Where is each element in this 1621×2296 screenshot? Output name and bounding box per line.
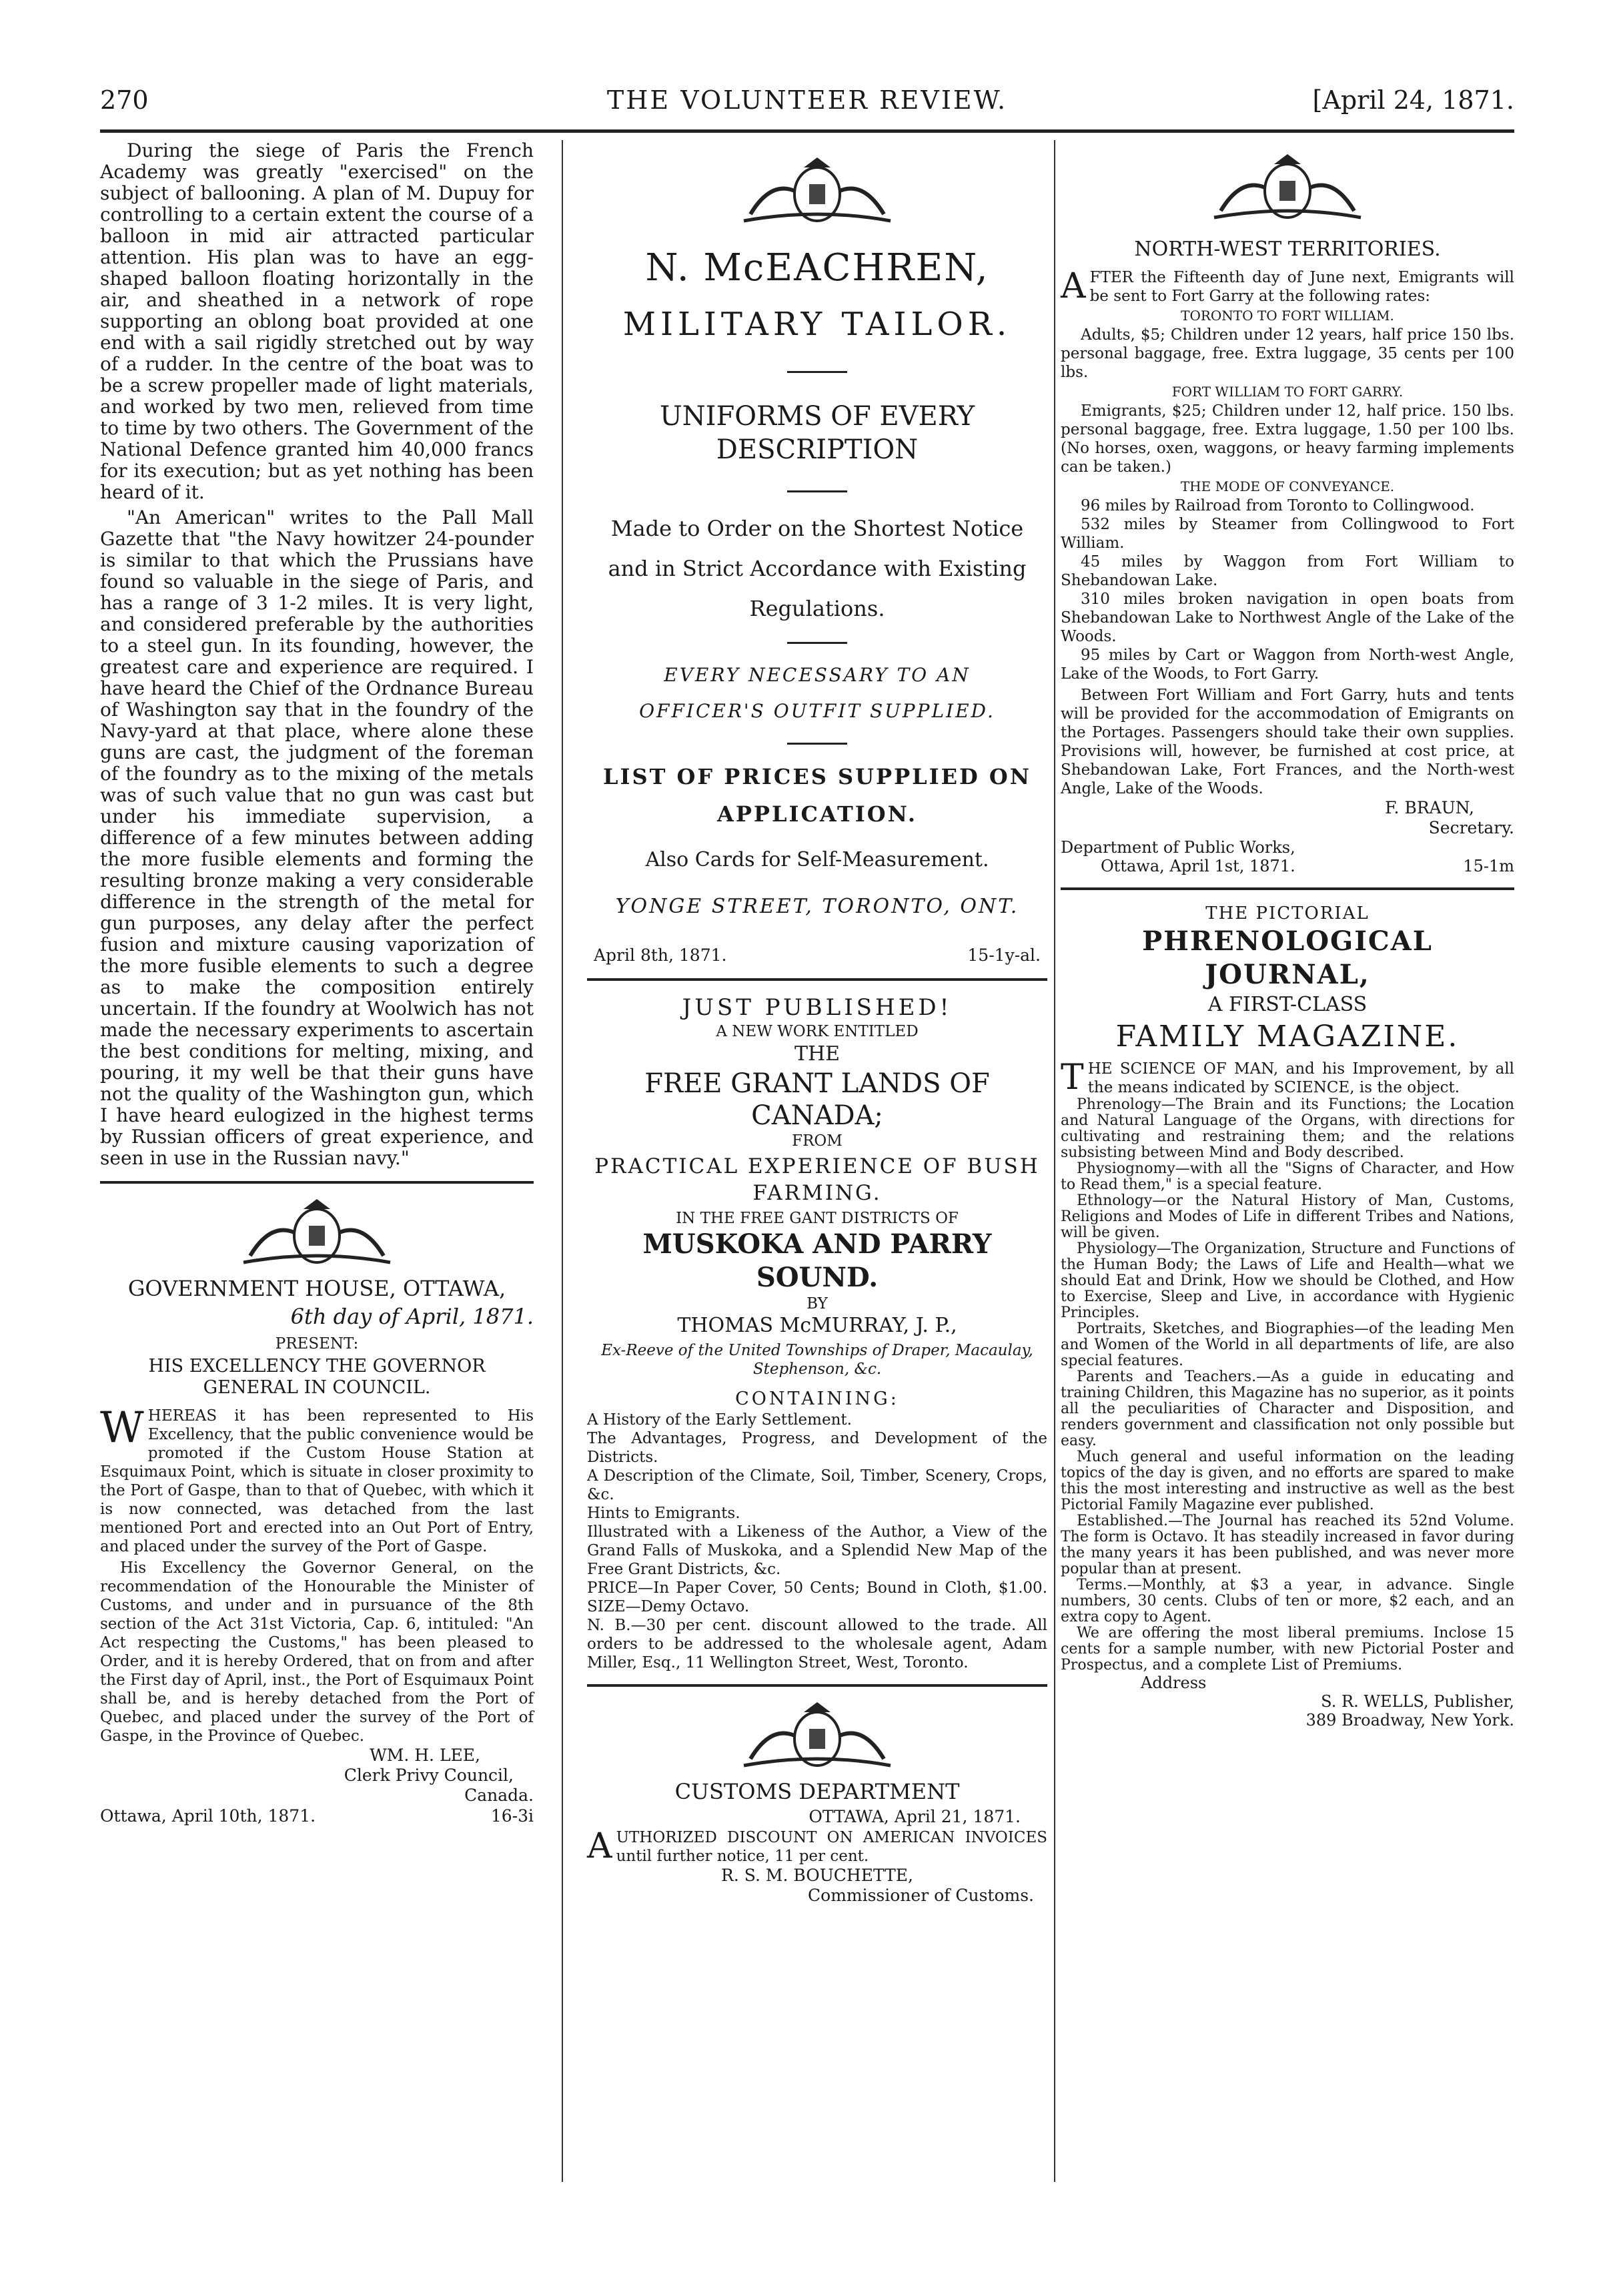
wells-name: S. R. WELLS, Publisher, [1321, 1692, 1514, 1711]
price-line: PRICE—In Paper Cover, 50 Cents; Bound in Cloth, $1.00. SIZE—Demy Octavo. [587, 1579, 1047, 1615]
royal-crest-icon [1207, 144, 1368, 231]
whereas-paragraph: WHEREAS it has been represented to His Excellency, that the public convenience would be promoted if the Custom House Station at Esquimaux Point, which is situate in closer proximity to the Port of Gaspe, than to that of Quebec, with which it is now connected, was detached from the last mentioned Port and erected into an Out Port of Entry, and placed under the survey of the Port of Gaspe. [100, 1403, 534, 1555]
topic-item: Ethnology—or the Natural History of Man, Customs, Religions and Modes of Life in different Tribes and Nations, will be given. [1061, 1192, 1514, 1241]
column-rule-1 [562, 140, 563, 2182]
column-2 [587, 140, 1047, 1906]
column-1 [100, 140, 534, 1827]
topic-item: Much general and useful information on the leading topics of the day is given, and no efforts are spared to make this the most interesting and instructive as well as the best Pictorial Family Magazine ever published. [1061, 1449, 1514, 1513]
commissioner-title: Commissioner of Customs. [808, 1886, 1034, 1905]
topic-item: Parents and Teachers.—As a guide in educating and training Children, this Magazine has no superior, as it points all the peculiarities of Character and Disposition, and renders government and classification not only possible but easy. [1061, 1369, 1514, 1449]
contents-list [587, 1411, 1047, 1672]
route-item: 96 miles by Railroad from Toronto to Collingwood. [1081, 497, 1475, 514]
ad-footer [594, 945, 1041, 966]
customs-date: OTTAWA, April 21, 1871. [808, 1807, 1021, 1826]
excellency-heading: HIS EXCELLENCY THE GOVERNOR GENERAL IN COUNCIL. [148, 1356, 486, 1398]
discount-note: N. B.—30 per cent. discount allowed to the trade. All orders to be addressed to the wholesale agent, Adam Miller, Esq., 11 Wellington Street, West, Toronto. [587, 1617, 1047, 1671]
between-paragraph: Between Fort William and Fort Garry, huts and tents will be provided for the accommodation of Emigrants on the Portages. Passengers should take their own supplies. Provisions will, however, be furnished at cost price, at Shebandowan Lake, Fort Frances, and the North-west Angle, Lake of the Woods. [1061, 687, 1514, 797]
drop-cap: W [100, 1403, 144, 1453]
route-item: 45 miles by Waggon from Fort William to Shebandowan Lake. [1061, 553, 1514, 589]
route-list [1061, 496, 1514, 683]
dept-date: Ottawa, April 1st, 1871. [1101, 857, 1295, 875]
cards-note: Also Cards for Self-Measurement. [645, 848, 989, 871]
from-label: FROM [792, 1132, 843, 1150]
contents-item: A History of the Early Settlement. [587, 1411, 852, 1429]
route-item: 532 miles by Steamer from Collingwood to Fort William. [1061, 516, 1514, 552]
signer-title: Clerk Privy Council, [344, 1766, 514, 1785]
contents-item: The Advantages, Progress, and Development of the Districts. [587, 1430, 1047, 1466]
issue-date: [April 24, 1871. [1312, 85, 1514, 115]
tailor-address: YONGE STREET, TORONTO, ONT. [615, 895, 1019, 918]
page-number: 270 [100, 85, 149, 115]
after-paragraph: AFTER the Fifteenth day of June next, Emigrants will be sent to Fort Garry at the following rates: [1061, 266, 1514, 306]
divider [787, 642, 847, 644]
signer-name: WM. H. LEE, [370, 1746, 480, 1765]
topic-list [1061, 1097, 1514, 1673]
new-work-label: A NEW WORK ENTITLED [716, 1023, 919, 1040]
gov-house-heading: GOVERNMENT HOUSE, OTTAWA, [127, 1276, 506, 1301]
page-header [100, 85, 1514, 127]
topic-item: We are offering the most liberal premiums. Inclose 15 cents for a sample number, with new Pictorial Poster and Prospectus, and a complete List of Premiums. [1061, 1625, 1514, 1673]
section-rule [1061, 887, 1514, 890]
notice-code: 16-3i [490, 1806, 534, 1826]
bouchette-name: R. S. M. BOUCHETTE, [721, 1866, 913, 1885]
emigrant-rates: Emigrants, $25; Children under 12, half price. 150 lbs. personal baggage, free. Extra luggage, 1.50 per 100 lbs. (No horses, oxen, waggons, or heavy farming implements can be taken.) [1061, 402, 1514, 476]
book-title: FREE GRANT LANDS OF CANADA; [644, 1068, 990, 1131]
dept-code: 15-1m [1463, 857, 1514, 875]
topic-item: Phrenology—The Brain and its Functions; the Location and Natural Language of the Organs, with directions for cultivating and restraining them; and the relations subsisting between Mind and Body described. [1061, 1096, 1514, 1161]
present-label: PRESENT: [275, 1335, 359, 1353]
just-published: JUST PUBLISHED! [682, 994, 953, 1021]
author-description: Ex-Reeve of the United Townships of Draper, Macaulay, Stephenson, &c. [601, 1342, 1033, 1378]
divider [787, 371, 847, 373]
route-item: 310 miles broken navigation in open boats from Shebandowan Lake to Northwest Angle of the Lake of the Woods. [1061, 591, 1514, 645]
toronto-fw-heading: TORONTO TO FORT WILLIAM. [1181, 308, 1394, 324]
ballooning-article: During the siege of Paris the French Academy was greatly "exercised" on the subject of ballooning. A plan of M. Dupuy for controlling to a certain extent the course of a balloon in mid air attracted particular attention. His plan was to have an egg-shaped balloon floating horizontally in the air, and sheathed in a network of rope supporting an oblong boat provided at one end with a sail rigidly stretched out by way of a rudder. In the centre of the boat was to be a screw propeller made of light materials, and worked by two men, relieved from time to time by two others. The Government of the National Defence granted him 40,000 francs for its execution; but as yet nothing has been heard of it. [100, 139, 534, 503]
route-item: 95 miles by Cart or Waggon from North-west Angle, Lake of the Woods, to Fort Garry. [1061, 647, 1514, 683]
contents-item: A Description of the Climate, Soil, Timber, Scenery, Crops, &c. [587, 1467, 1047, 1503]
order-paragraph: His Excellency the Governor General, on the recommendation of the Honourable the Minister of Customs, and under and in pursuance of the 8th section of the Act 31st Victoria, Cap. 6, intituled: "An Act respecting the Customs," has been pleased to Order, and it is hereby Ordered, that on from and after the First day of April, inst., the Port of Esquimaux Point shall be, and is hereby detached from the Port of Quebec, and placed under the survey of the Port of Gaspe, in the Province of Quebec. [100, 1559, 534, 1745]
journal-title: PHRENOLOGICAL JOURNAL, [1142, 925, 1433, 990]
topic-item: Established.—The Journal has reached its 52nd Volume. The form is Octavo. It has steadily increased in favor during the many years it has been published, and was never more popular than at present. [1061, 1513, 1514, 1577]
fw-fg-heading: FORT WILLIAM TO FORT GARRY. [1171, 384, 1404, 400]
authorized-notice: AUTHORIZED DISCOUNT ON AMERICAN INVOICES until further notice, 11 per cent. [587, 1826, 1047, 1866]
column-rule-2 [1054, 140, 1055, 2182]
wells-address: 389 Broadway, New York. [1305, 1711, 1514, 1730]
tailor-name: N. McEACHREN, [645, 246, 989, 290]
notice-date: Ottawa, April 10th, 1871. [100, 1806, 316, 1826]
signer-place: Canada. [464, 1786, 534, 1805]
nw-heading: NORTH-WEST TERRITORIES. [1134, 238, 1441, 261]
section-rule [587, 1684, 1047, 1687]
districts-label: IN THE FREE GANT DISTRICTS OF [676, 1210, 959, 1227]
ad-code: 15-1y-al. [967, 945, 1041, 965]
tailor-trade: MILITARY TAILOR. [622, 306, 1012, 343]
adults-rates: Adults, $5; Children under 12 years, half price 150 lbs. personal baggage, free. Extra luggage, 35 cents per 100 lbs. [1061, 326, 1514, 381]
topic-item: Physiology—The Organization, Structure and Functions of the Human Body; the Laws of Life and Health—what we should Eat and Drink, How we should be Clothed, and How to Exercise, Sleep and Live, in accordance with Hygienic Principles. [1061, 1240, 1514, 1321]
contents-item: Hints to Emigrants. [587, 1505, 740, 1522]
by-label: BY [806, 1295, 828, 1312]
family-magazine: FAMILY MAGAZINE. [1115, 1020, 1460, 1054]
list-of-prices: LIST OF PRICES SUPPLIED ON APPLICATION. [602, 764, 1031, 827]
howitzer-article: "An American" writes to the Pall Mall Gazette that "the Navy howitzer 24-pounder is similar to that which the Prussians have found so valuable in the siege of Paris, and has a range of 3 1-2 miles. It is very light, and considered preferable by the authorities to a steel gun. In its founding, however, the greatest care and experience are required. I have heard the Chief of the Ordnance Bureau of Washington say that in the foundry of the Navy-yard at that place, where alone these guns are cast, the judgment of the foreman of the foundry as to the mixing of the metals was of such value that no gun was cast but under his immediate supervision, a difference of a few minutes between adding the more fusible elements and forming the resulting bronze making a very considerable difference in the strength of the metal for gun purposes, any delay after the perfect fusion and mixture causing vaporization of the more fusible elements to such a degree as to make the composition entirely uncertain. If the foundry at Woolwich has not made the necessary experiments to ascertain the best conditions for melting, mixing, and pouring, it my well be that their guns have not the quality of the Washington gun, which I have heard eulogized in the highest terms by Russian officers of great experience, and seen in use in the Russian navy." [100, 506, 534, 1169]
ad-date: April 8th, 1871. [594, 945, 727, 965]
notice-footer [100, 1806, 534, 1827]
drop-cap: A [1061, 266, 1086, 306]
every-necessary: EVERY NECESSARY TO AN OFFICER'S OUTFIT SUPPLIED. [639, 664, 995, 722]
dept-name: Department of Public Works, [1061, 838, 1295, 857]
section-rule [100, 1181, 534, 1184]
practical-experience: PRACTICAL EXPERIENCE OF BUSH FARMING. [594, 1154, 1040, 1205]
divider [787, 743, 847, 745]
divider [787, 490, 847, 492]
topic-item: Portraits, Sketches, and Biographies—of the leading Men and Women of the World in all departments of life, are also special features. [1061, 1320, 1514, 1369]
topic-item: Terms.—Monthly, at $3 a year, in advance. Single numbers, 30 cents. Clubs of ten or more, $2 each, and an extra copy to Agent. [1061, 1577, 1514, 1625]
customs-heading: CUSTOMS DEPARTMENT [674, 1779, 960, 1804]
the-label: THE [794, 1042, 841, 1066]
author-name: THOMAS McMURRAY, J. P., [677, 1314, 957, 1337]
royal-crest-icon [237, 1196, 397, 1269]
first-class-label: A FIRST-CLASS [1207, 993, 1368, 1016]
made-to-order: Made to Order on the Shortest Notice and in Strict Accordance with Existing Regulations. [608, 516, 1027, 621]
address-label: Address [1141, 1673, 1207, 1692]
drop-cap: A [587, 1826, 612, 1866]
dept-footer [1061, 857, 1514, 875]
containing-label: CONTAINING: [735, 1389, 899, 1409]
contents-item: Illustrated with a Likeness of the Author, a View of the Grand Falls of Muskoka, and a Splendid New Map of the Free Grant Districts, &c. [587, 1523, 1047, 1578]
drop-cap: T [1061, 1058, 1084, 1098]
secretary-title: Secretary. [1428, 818, 1514, 837]
pictorial-label: THE PICTORIAL [1205, 903, 1370, 923]
braun-name: F. BRAUN, [1385, 798, 1474, 817]
topic-item: Physiognomy—with all the "Signs of Character, and How to Read them," is a special feature. [1061, 1160, 1514, 1193]
muskoka-title: MUSKOKA AND PARRY SOUND. [642, 1228, 992, 1293]
newspaper-title: THE VOLUNTEER REVIEW. [606, 85, 1008, 115]
royal-crest-icon [737, 144, 897, 238]
uniforms-heading: UNIFORMS OF EVERY DESCRIPTION [659, 401, 975, 465]
science-paragraph: THE SCIENCE OF MAN, and his Improvement, by all the means indicated by SCIENCE, is the object. [1061, 1058, 1514, 1098]
section-rule [587, 978, 1047, 981]
header-rule [100, 129, 1514, 133]
gov-date: 6th day of April, 1871. [290, 1304, 534, 1329]
column-3 [1061, 140, 1514, 1730]
royal-crest-icon [737, 1699, 897, 1772]
mode-heading: THE MODE OF CONVEYANCE. [1180, 478, 1395, 494]
